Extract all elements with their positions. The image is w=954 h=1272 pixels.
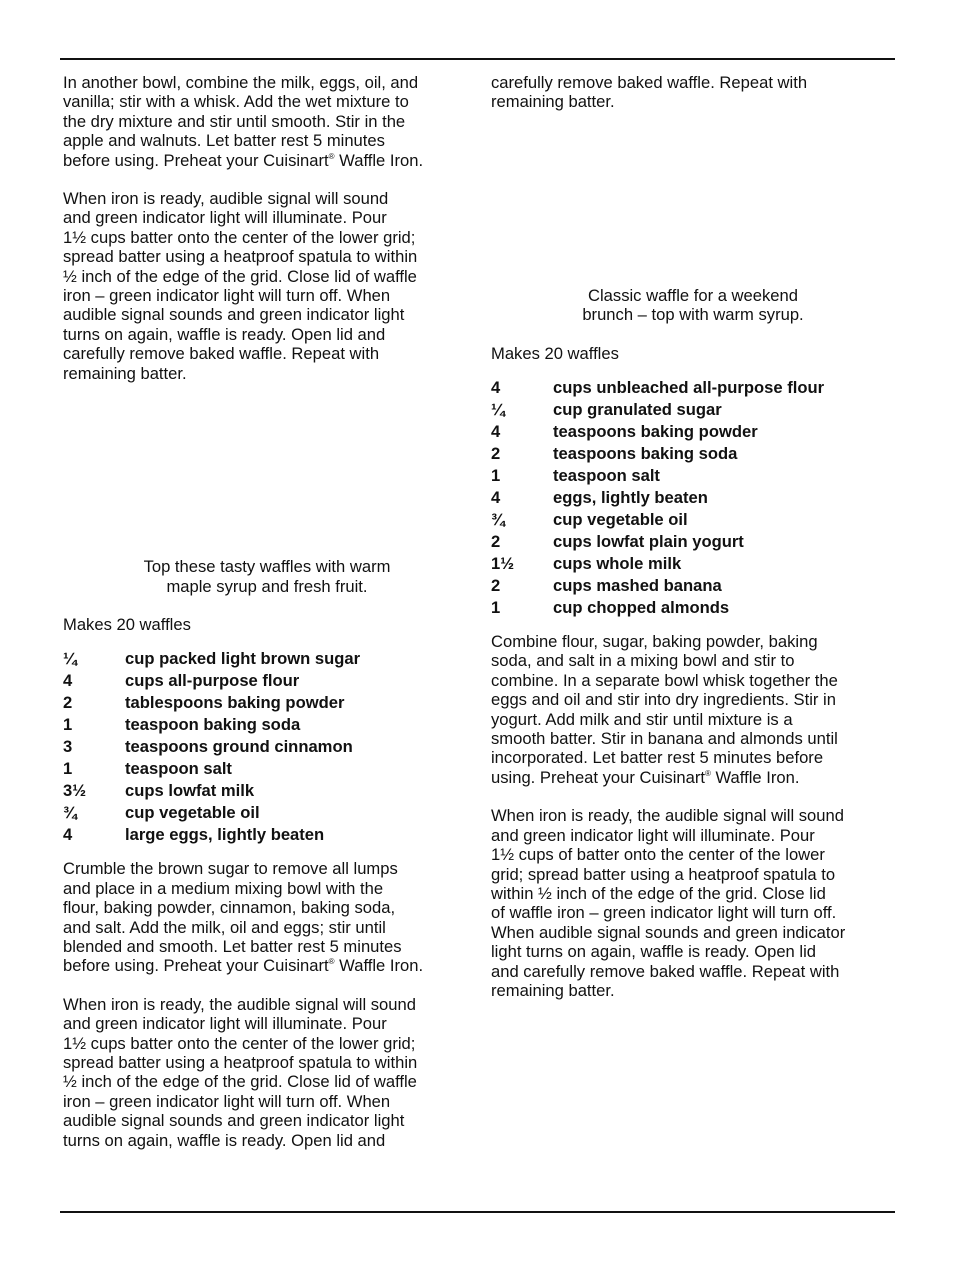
ingredient-quantity: 4 bbox=[491, 488, 501, 508]
top-rule bbox=[60, 58, 895, 60]
left-instructions-2: When iron is ready, audible signal will sound and green indicator light will illuminate. Pour 1½ cups batter onto the center of the lower grid; spread batter using a heatproof spatula to within ½ inch of the edge of the grid. Close lid of waffle iron – green indicator light will turn off. When audible signal sounds and green indicator light turns on again, waffle is ready. Open lid and carefully remove baked waffle. Repeat with remaining batter. bbox=[63, 189, 418, 383]
ingredient-name: cups mashed banana bbox=[553, 576, 722, 596]
ingredient-row bbox=[491, 487, 895, 509]
ingredient-name: teaspoons baking powder bbox=[553, 422, 758, 442]
ingredient-quantity: ¾ bbox=[63, 803, 77, 823]
ingredient-quantity: 2 bbox=[491, 532, 501, 552]
ingredient-name: teaspoon salt bbox=[125, 759, 232, 779]
ingredient-name: cup vegetable oil bbox=[125, 803, 260, 823]
ingredient-row bbox=[491, 597, 895, 619]
registered-mark: ® bbox=[328, 151, 335, 161]
registered-mark: ® bbox=[705, 768, 711, 778]
ingredient-name: cup chopped almonds bbox=[553, 598, 730, 618]
ingredient-name: eggs, lightly beaten bbox=[553, 488, 708, 508]
ingredient-row bbox=[491, 531, 895, 553]
ingredient-quantity: ¼ bbox=[63, 649, 77, 669]
ingredient-row bbox=[63, 824, 471, 846]
ingredient-row bbox=[491, 465, 895, 487]
ingredient-row bbox=[63, 736, 471, 758]
ingredient-name: cups lowfat plain yogurt bbox=[553, 532, 744, 552]
registered-mark: ® bbox=[328, 957, 335, 967]
title-gap bbox=[491, 131, 895, 286]
ingredient-quantity: 2 bbox=[491, 576, 501, 596]
ingredient-row bbox=[491, 399, 895, 421]
ingredient-quantity: 2 bbox=[491, 444, 501, 464]
ingredient-quantity: 4 bbox=[491, 378, 501, 398]
ingredient-name: teaspoon baking soda bbox=[125, 715, 301, 735]
ingredient-row bbox=[491, 509, 895, 531]
ingredient-row bbox=[63, 648, 471, 670]
ingredient-row bbox=[491, 421, 895, 443]
ingredient-name: large eggs, lightly beaten bbox=[125, 825, 325, 845]
ingredient-quantity: 1 bbox=[491, 598, 501, 618]
ingredient-name: cups lowfat milk bbox=[125, 781, 255, 801]
bottom-rule bbox=[60, 1211, 895, 1213]
ingredient-name: cups unbleached all-purpose flour bbox=[553, 378, 825, 398]
ingredient-quantity: 2 bbox=[63, 693, 73, 713]
ingredient-name: cup granulated sugar bbox=[553, 400, 722, 420]
title-gap bbox=[63, 402, 471, 557]
ingredient-quantity: 1 bbox=[491, 466, 501, 486]
ingredient-name: cup vegetable oil bbox=[553, 510, 688, 530]
left-column bbox=[63, 73, 471, 1169]
ingredient-quantity: 1 bbox=[63, 715, 73, 735]
recipe-yield: Makes 20 waffles bbox=[491, 343, 619, 363]
ingredient-row bbox=[63, 758, 471, 780]
recipe-intro: Classic waffle for a weekend brunch – top with warm syrup. bbox=[582, 285, 804, 325]
right-instructions-3: When iron is ready, the audible signal will sound and green indicator light will illuminate. Pour 1½ cups of batter onto the center of the lower grid; spread batter using a heatproof spatula to within ½ inch of the edge of the grid. Close lid of waffle iron – green indicator light will turn off. When audible signal sounds and green indicator light turns on again, waffle is ready. Open lid and carefully remove baked waffle. Repeat with remaining batter. bbox=[491, 806, 846, 1000]
ingredient-quantity: 3 bbox=[63, 737, 73, 757]
ingredient-quantity: 1 bbox=[63, 759, 73, 779]
ingredient-row bbox=[491, 377, 895, 399]
right-column bbox=[491, 73, 895, 1019]
ingredient-quantity: ¾ bbox=[491, 510, 505, 530]
ingredient-quantity: 4 bbox=[491, 422, 501, 442]
ingredient-list bbox=[491, 377, 895, 619]
ingredient-name: teaspoons baking soda bbox=[553, 444, 738, 464]
ingredient-row bbox=[63, 802, 471, 824]
right-instructions-2: Combine flour, sugar, baking powder, baking soda, and salt in a mixing bowl and stir to combine. In a separate bowl whisk together the eggs and oil and stir into dry ingredients. Stir in yogurt. Add milk and stir until mixture is a smooth batter. Stir in banana and almonds until incorporated. Let batter rest 5 minutes before using. Preheat your Cuisinart® Waffle Iron. bbox=[491, 632, 838, 787]
ingredient-quantity: ¼ bbox=[491, 400, 505, 420]
ingredient-list bbox=[63, 648, 471, 846]
ingredient-name: cups all-purpose flour bbox=[125, 671, 300, 691]
right-instructions-1: carefully remove baked waffle. Repeat with remaining batter. bbox=[491, 73, 808, 112]
ingredient-name: cups whole milk bbox=[553, 554, 682, 574]
ingredient-row bbox=[63, 714, 471, 736]
ingredient-name: cup packed light brown sugar bbox=[125, 649, 361, 669]
ingredient-name: tablespoons baking powder bbox=[125, 693, 345, 713]
ingredient-name: teaspoons ground cinnamon bbox=[125, 737, 353, 757]
ingredient-quantity: 3½ bbox=[63, 781, 87, 801]
ingredient-quantity: 4 bbox=[63, 825, 73, 845]
left-instructions-1: In another bowl, combine the milk, eggs, oil, and vanilla; stir with a whisk. Add the wet mixture to the dry mixture and stir until smooth. Stir in the apple and walnuts. Let batter rest 5 minutes before using. Preheat your Cuisinart® Waffle Iron. bbox=[63, 73, 424, 170]
recipe-intro: Top these tasty waffles with warm maple syrup and fresh fruit. bbox=[143, 557, 391, 596]
ingredient-quantity: 1½ bbox=[491, 554, 515, 574]
left-instructions-3: Crumble the brown sugar to remove all lumps and place in a medium mixing bowl with the flour, baking powder, cinnamon, baking soda, and salt. Add the milk, oil and eggs; stir until blended and smooth. Let batter rest 5 minutes before using. Preheat your Cuisinart® Waffle Iron. bbox=[63, 859, 424, 976]
ingredient-name: teaspoon salt bbox=[553, 466, 660, 486]
ingredient-row bbox=[63, 780, 471, 802]
ingredient-row bbox=[491, 443, 895, 465]
ingredient-row bbox=[63, 692, 471, 714]
ingredient-row bbox=[491, 553, 895, 575]
ingredient-quantity: 4 bbox=[63, 671, 73, 691]
recipe-yield: Makes 20 waffles bbox=[63, 614, 191, 634]
left-instructions-4: When iron is ready, the audible signal will sound and green indicator light will illuminate. Pour 1½ cups batter onto the center of the lower grid; spread batter using a heatproof spatula to within ½ inch of the edge of the grid. Close lid of waffle iron – green indicator light will turn off. When audible signal sounds and green indicator light turns on again, waffle is ready. Open lid and bbox=[63, 994, 418, 1150]
ingredient-row bbox=[63, 670, 471, 692]
ingredient-row bbox=[491, 575, 895, 597]
